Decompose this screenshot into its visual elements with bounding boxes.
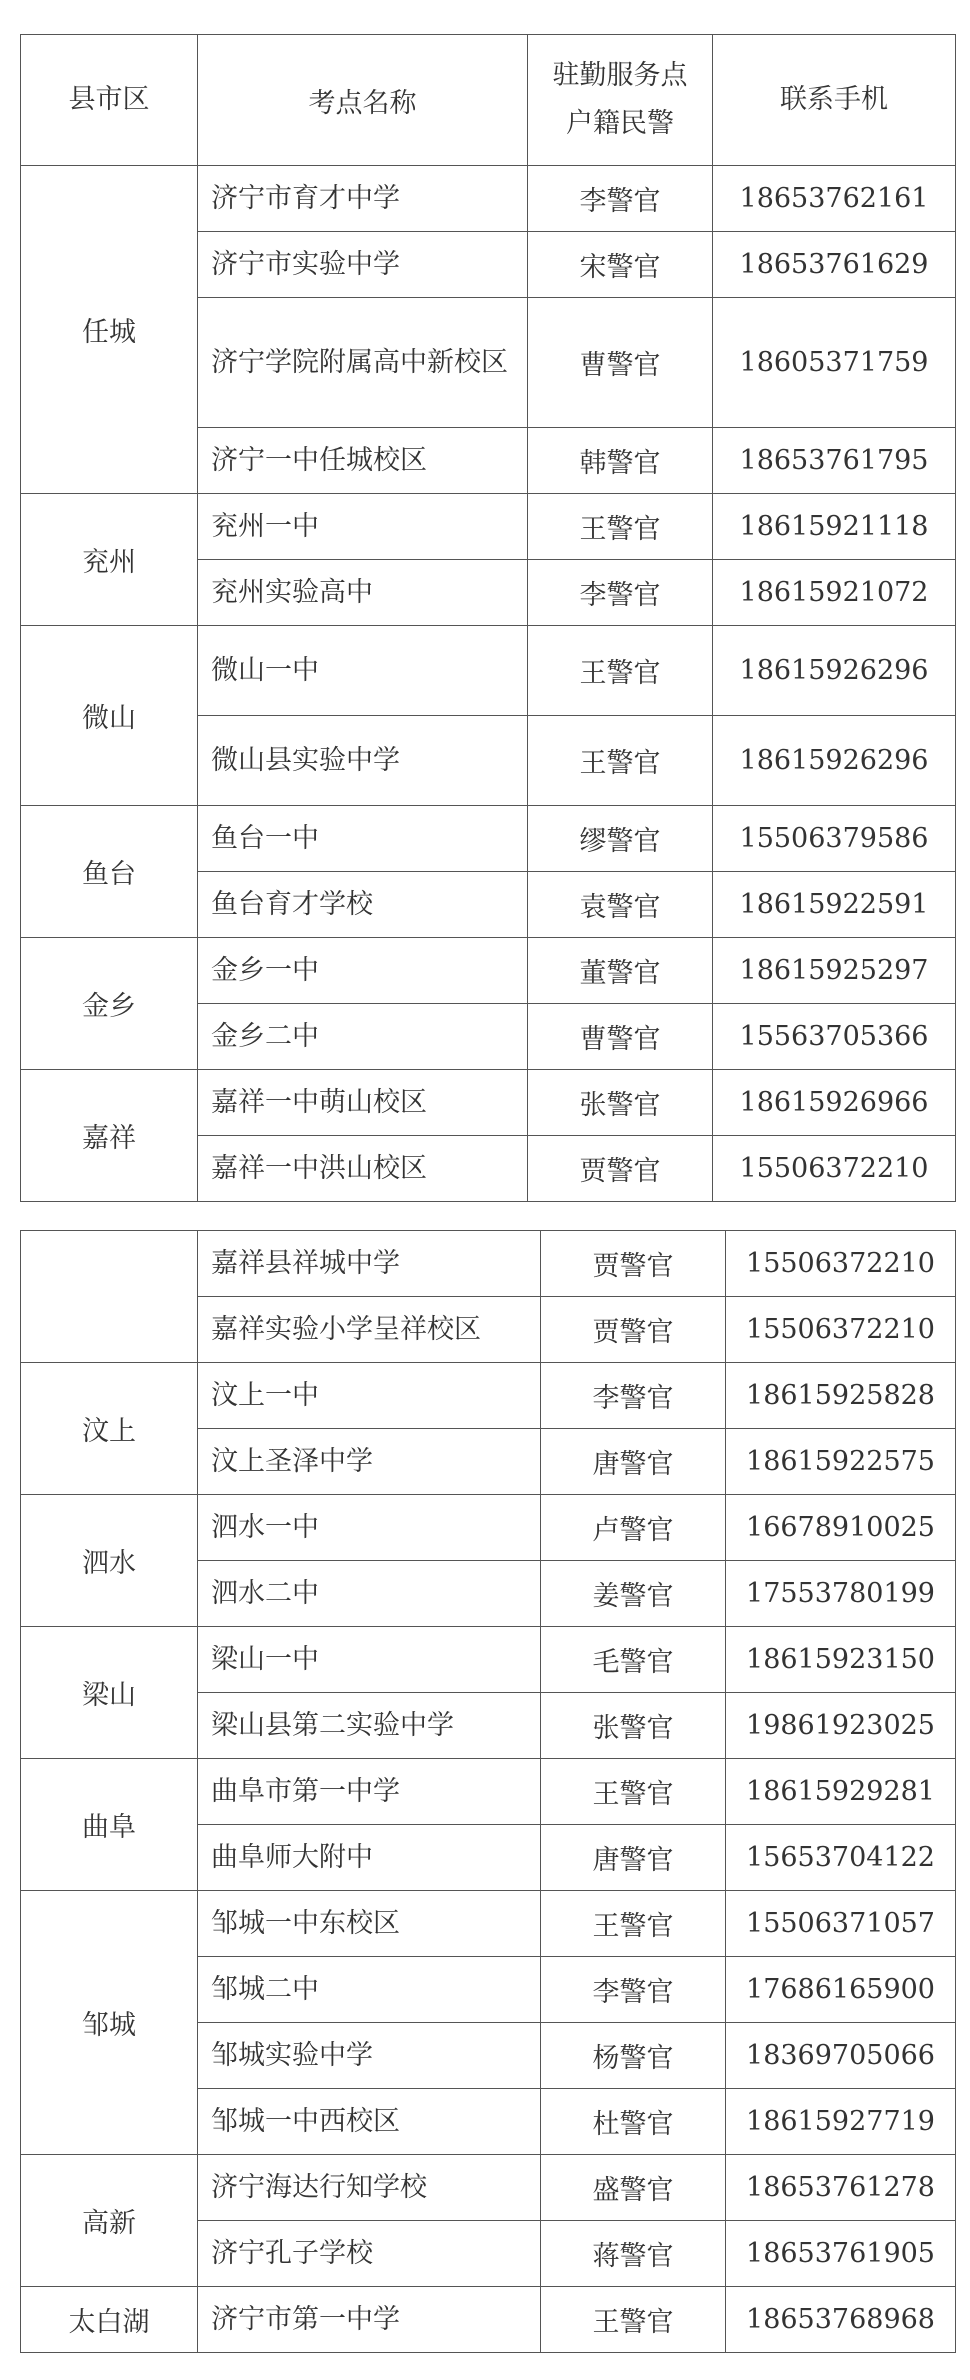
table-row xyxy=(21,494,956,560)
officer-cell: 王警官 xyxy=(528,626,713,716)
officer-cell: 李警官 xyxy=(541,1957,726,2023)
site-cell: 鱼台一中 xyxy=(198,806,528,872)
officer-cell: 王警官 xyxy=(541,1759,726,1825)
table-row xyxy=(21,1070,956,1136)
site-cell: 兖州一中 xyxy=(198,494,528,560)
site-cell: 济宁市第一中学 xyxy=(198,2287,541,2353)
officer-cell: 盛警官 xyxy=(541,2155,726,2221)
phone-cell: 15506372210 xyxy=(726,1297,956,1363)
officer-cell: 贾警官 xyxy=(541,1297,726,1363)
officer-cell: 王警官 xyxy=(541,1891,726,1957)
phone-cell: 17553780199 xyxy=(726,1561,956,1627)
region-cell xyxy=(21,1231,198,1363)
phone-cell: 15506371057 xyxy=(726,1891,956,1957)
phone-cell: 15653704122 xyxy=(726,1825,956,1891)
region-cell: 任城 xyxy=(21,166,198,494)
officer-cell: 曹警官 xyxy=(528,298,713,428)
table-row xyxy=(21,626,956,716)
header-region: 县市区 xyxy=(21,35,198,166)
officer-cell: 张警官 xyxy=(541,1693,726,1759)
site-cell: 汶上一中 xyxy=(198,1363,541,1429)
header-officer-line1: 驻勤服务点 xyxy=(552,60,688,91)
header-site: 考点名称 xyxy=(198,35,528,166)
phone-cell: 18653761278 xyxy=(726,2155,956,2221)
region-cell: 高新 xyxy=(21,2155,198,2287)
site-cell: 嘉祥一中萌山校区 xyxy=(198,1070,528,1136)
site-cell: 梁山县第二实验中学 xyxy=(198,1693,541,1759)
region-cell: 泗水 xyxy=(21,1495,198,1627)
region-cell: 梁山 xyxy=(21,1627,198,1759)
phone-cell: 18615923150 xyxy=(726,1627,956,1693)
officer-cell: 李警官 xyxy=(541,1363,726,1429)
phone-cell: 18615926296 xyxy=(713,716,956,806)
site-cell: 兖州实验高中 xyxy=(198,560,528,626)
table-body-part1 xyxy=(21,166,956,1202)
phone-cell: 15563705366 xyxy=(713,1004,956,1070)
officer-cell: 张警官 xyxy=(528,1070,713,1136)
table-row xyxy=(21,2155,956,2221)
officer-cell: 袁警官 xyxy=(528,872,713,938)
site-cell: 泗水二中 xyxy=(198,1561,541,1627)
site-cell: 鱼台育才学校 xyxy=(198,872,528,938)
phone-cell: 19861923025 xyxy=(726,1693,956,1759)
site-cell: 邹城一中东校区 xyxy=(198,1891,541,1957)
phone-cell: 18615922575 xyxy=(726,1429,956,1495)
phone-cell: 18615926296 xyxy=(713,626,956,716)
header-phone: 联系手机 xyxy=(713,35,956,166)
phone-cell: 17686165900 xyxy=(726,1957,956,2023)
table-row xyxy=(21,1627,956,1693)
officer-cell: 贾警官 xyxy=(528,1136,713,1202)
region-cell: 鱼台 xyxy=(21,806,198,938)
table-body-part2 xyxy=(21,1231,956,2353)
region-cell: 汶上 xyxy=(21,1363,198,1495)
officer-cell: 曹警官 xyxy=(528,1004,713,1070)
table-row xyxy=(21,1759,956,1825)
officer-cell: 姜警官 xyxy=(541,1561,726,1627)
site-cell: 邹城实验中学 xyxy=(198,2023,541,2089)
site-cell: 济宁孔子学校 xyxy=(198,2221,541,2287)
phone-cell: 18615929281 xyxy=(726,1759,956,1825)
officer-cell: 王警官 xyxy=(528,494,713,560)
officer-cell: 缪警官 xyxy=(528,806,713,872)
site-cell: 济宁一中任城校区 xyxy=(198,428,528,494)
officer-cell: 董警官 xyxy=(528,938,713,1004)
phone-cell: 18615925828 xyxy=(726,1363,956,1429)
phone-cell: 16678910025 xyxy=(726,1495,956,1561)
phone-cell: 18653761629 xyxy=(713,232,956,298)
table-row xyxy=(21,1495,956,1561)
region-cell: 兖州 xyxy=(21,494,198,626)
phone-cell: 15506372210 xyxy=(713,1136,956,1202)
site-cell: 梁山一中 xyxy=(198,1627,541,1693)
site-cell: 金乡二中 xyxy=(198,1004,528,1070)
phone-cell: 15506372210 xyxy=(726,1231,956,1297)
phone-cell: 18369705066 xyxy=(726,2023,956,2089)
site-cell: 金乡一中 xyxy=(198,938,528,1004)
officer-cell: 唐警官 xyxy=(541,1429,726,1495)
table-row xyxy=(21,166,956,232)
phone-cell: 18615926966 xyxy=(713,1070,956,1136)
officer-cell: 杜警官 xyxy=(541,2089,726,2155)
table-row xyxy=(21,2287,956,2353)
site-cell: 济宁海达行知学校 xyxy=(198,2155,541,2221)
site-cell: 济宁学院附属高中新校区 xyxy=(198,298,528,428)
phone-cell: 18615921118 xyxy=(713,494,956,560)
table-row xyxy=(21,806,956,872)
officer-cell: 韩警官 xyxy=(528,428,713,494)
officer-cell: 贾警官 xyxy=(541,1231,726,1297)
phone-cell: 18653761905 xyxy=(726,2221,956,2287)
officer-cell: 李警官 xyxy=(528,166,713,232)
officer-cell: 王警官 xyxy=(528,716,713,806)
site-cell: 泗水一中 xyxy=(198,1495,541,1561)
site-cell: 邹城二中 xyxy=(198,1957,541,2023)
officer-cell: 唐警官 xyxy=(541,1825,726,1891)
table-header-row xyxy=(21,35,956,166)
table-row xyxy=(21,1231,956,1297)
region-cell: 金乡 xyxy=(21,938,198,1070)
site-cell: 嘉祥一中洪山校区 xyxy=(198,1136,528,1202)
table-row xyxy=(21,1891,956,1957)
officer-cell: 毛警官 xyxy=(541,1627,726,1693)
site-cell: 微山县实验中学 xyxy=(198,716,528,806)
exam-site-table-part1 xyxy=(20,34,956,1202)
site-cell: 嘉祥县祥城中学 xyxy=(198,1231,541,1297)
phone-cell: 18653762161 xyxy=(713,166,956,232)
officer-cell: 宋警官 xyxy=(528,232,713,298)
officer-cell: 李警官 xyxy=(528,560,713,626)
phone-cell: 18615925297 xyxy=(713,938,956,1004)
site-cell: 邹城一中西校区 xyxy=(198,2089,541,2155)
site-cell: 曲阜市第一中学 xyxy=(198,1759,541,1825)
officer-cell: 蒋警官 xyxy=(541,2221,726,2287)
site-cell: 济宁市实验中学 xyxy=(198,232,528,298)
table-row xyxy=(21,1363,956,1429)
region-cell: 微山 xyxy=(21,626,198,806)
site-cell: 济宁市育才中学 xyxy=(198,166,528,232)
phone-cell: 18653761795 xyxy=(713,428,956,494)
table-row xyxy=(21,938,956,1004)
region-cell: 曲阜 xyxy=(21,1759,198,1891)
site-cell: 嘉祥实验小学呈祥校区 xyxy=(198,1297,541,1363)
header-officer xyxy=(528,35,713,166)
phone-cell: 18615921072 xyxy=(713,560,956,626)
region-cell: 嘉祥 xyxy=(21,1070,198,1202)
officer-cell: 杨警官 xyxy=(541,2023,726,2089)
phone-cell: 18653768968 xyxy=(726,2287,956,2353)
exam-site-table-part2 xyxy=(20,1230,956,2353)
region-cell: 太白湖 xyxy=(21,2287,198,2353)
officer-cell: 王警官 xyxy=(541,2287,726,2353)
region-cell: 邹城 xyxy=(21,1891,198,2155)
site-cell: 微山一中 xyxy=(198,626,528,716)
phone-cell: 15506379586 xyxy=(713,806,956,872)
site-cell: 汶上圣泽中学 xyxy=(198,1429,541,1495)
phone-cell: 18615927719 xyxy=(726,2089,956,2155)
site-cell: 曲阜师大附中 xyxy=(198,1825,541,1891)
header-officer-line2: 户籍民警 xyxy=(566,108,674,139)
officer-cell: 卢警官 xyxy=(541,1495,726,1561)
phone-cell: 18605371759 xyxy=(713,298,956,428)
phone-cell: 18615922591 xyxy=(713,872,956,938)
